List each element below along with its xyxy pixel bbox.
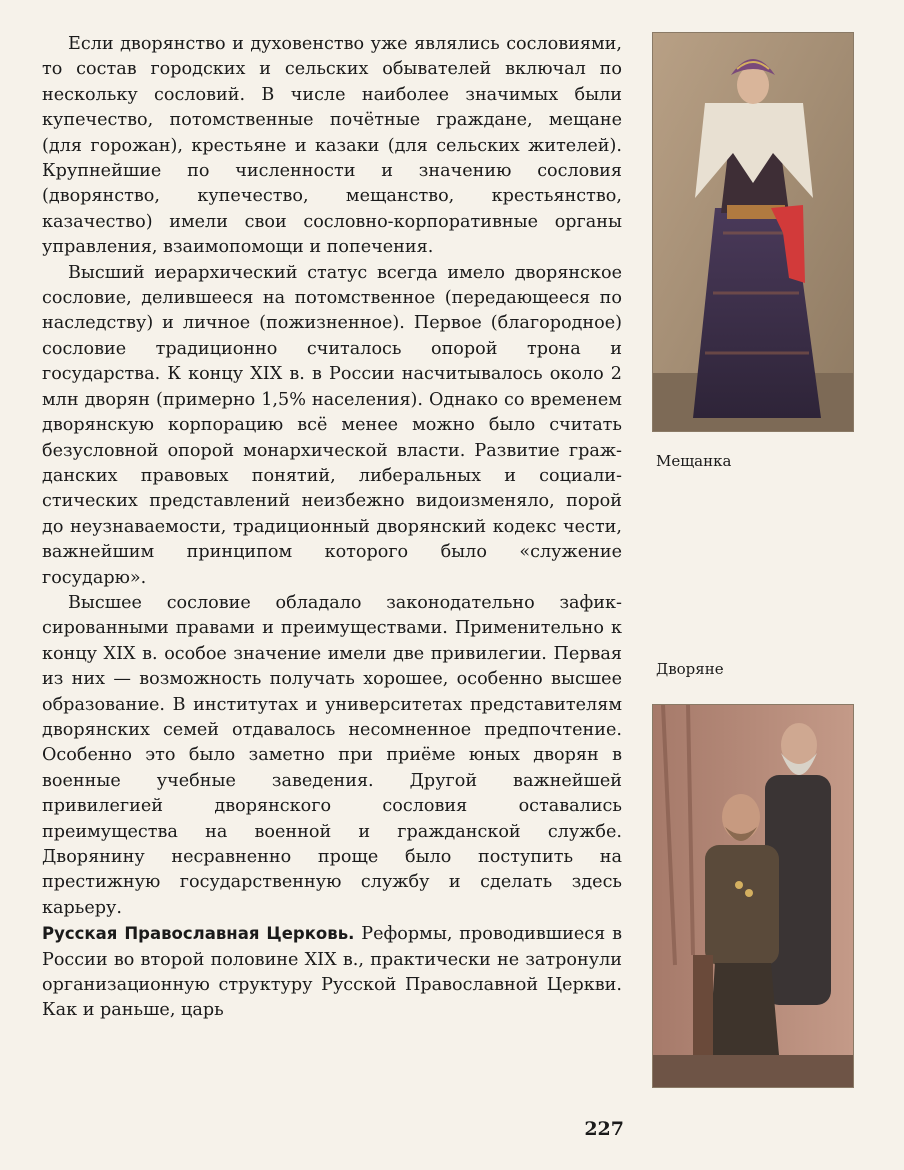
paragraph-nobility-status: Высший иерархический статус всегда имело дворянское сословие, делившееся на потомственное (передающееся по наследству) и личное (пожизненное). Первое (благородное) сословие традиционно считалось опорой трона и государства. К концу XIX в. в России насчитывалось около 2 млн дворян (примерно 1,5% населения). Однако со временем дворянскую корпорацию всё менее можно было считать безусловной опорой монархической власти. Развитие гражданских правовых понятий, либеральных и социалистических представлений неизбежно видоизменяло, порой до неузнаваемости, традиционный дворянский кодекс чести, важнейшим принципом которого было «служение государю». xyxy=(42,262,622,588)
figure-caption-meshchanka: Мещанка xyxy=(656,452,732,470)
figure-caption-dvoryane: Дворяне xyxy=(656,660,724,678)
section-heading-orthodox-church: Русская Православная Церковь. xyxy=(42,924,355,944)
paragraph-nobility-privileges: Высшее сословие обладало законодательно зафиксированными правами и преимуществами. Применительно к концу XIX в. особое значение имели две привилегии. Первая из них — возможность получать хорошее, особенно высшее образование. В институтах и университетах представителям дворянских семей отдавалось несомненное предпочтение. Особенно это было заметно при приёме юных дворян в военные учебные заведения. Другой важнейшей привилегией дворянского сословия оставались преимущества на военной и гражданской службе. Дворянину несравненно проще было поступить на престижную государственную службу и сделать здесь карьеру. xyxy=(42,592,622,918)
meshchanka-illustration xyxy=(653,33,853,431)
section-text-orthodox-church: Реформы, проводившиеся в России во второй половине XIX в., практически не затронули организационную структуру Русской Православной Церкви. Как и раньше, царь xyxy=(42,924,622,1021)
page-number: 227 xyxy=(584,1118,624,1140)
dvoryane-illustration xyxy=(653,705,853,1087)
figure-meshchanka xyxy=(652,32,854,432)
figure-dvoryane xyxy=(652,704,854,1088)
main-text-column xyxy=(42,32,622,1024)
paragraph-orthodox-church xyxy=(42,921,622,1024)
paragraph-estates-composition: Если дворянство и духовенство уже являлись сословиями, то состав городских и сельских обывателей включал по нескольку сословий. В числе наиболее значимых были купечество, потомственные почётные граждане, мещане (для горожан), крестьяне и казаки (для сельских жителей). Крупнейшие по численности и значению сословия (дворянство, купечество, мещанство, крестьянство, казачество) имели свои сословно-корпоративные органы управления, взаимопомощи и попечения. xyxy=(42,34,622,258)
